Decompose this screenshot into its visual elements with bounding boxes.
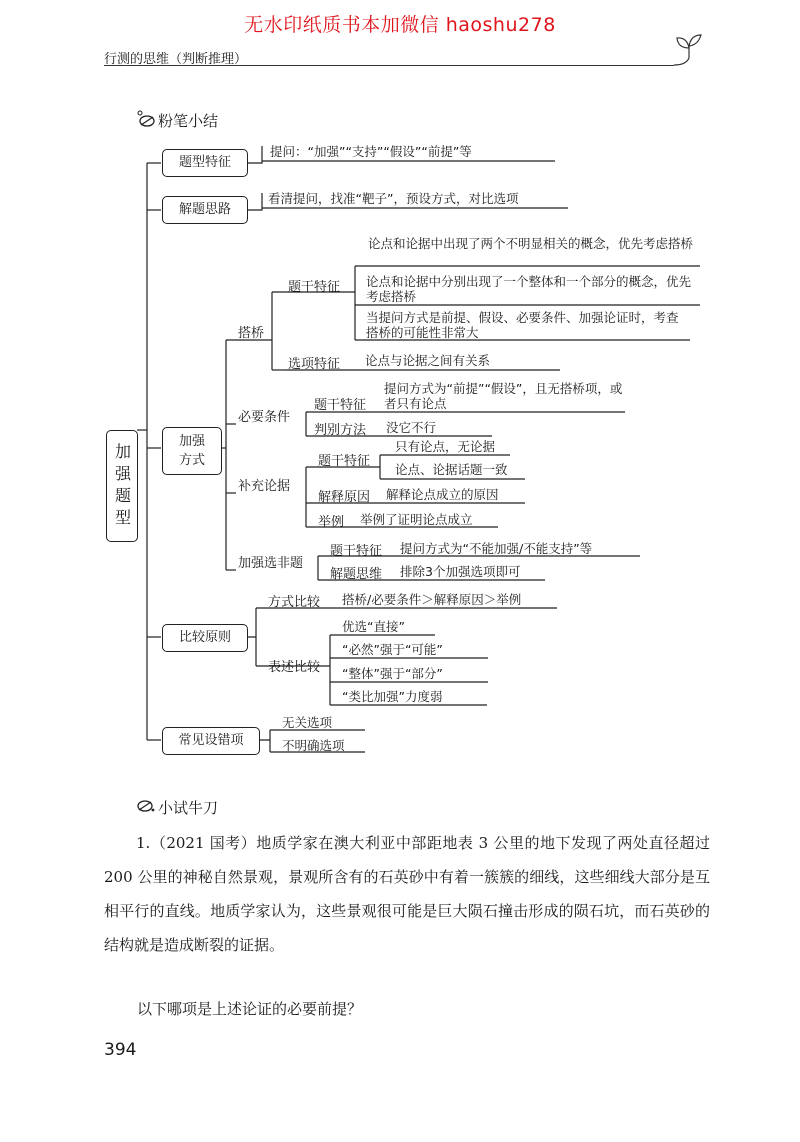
root-label: 加强题型: [112, 443, 132, 531]
necessary-judge-label: 判别方法: [314, 423, 367, 438]
supplement-stem-item: 只有论点，无论据: [395, 439, 496, 454]
notstrengthen-solve-desc: 排除3个加强选项即可: [400, 564, 521, 579]
supplement-label: 补充论据: [238, 479, 291, 494]
necessary-label: 必要条件: [238, 410, 291, 425]
method-compare-label: 方式比较: [268, 595, 321, 610]
expression-compare-item: “类比加强”力度弱: [342, 689, 443, 704]
solving-approach-desc: 看清提问，找准“靶子”，预设方式，对比选项: [268, 191, 519, 206]
node-solving-approach: 解题思路: [162, 196, 248, 224]
supplement-stem-label: 题干特征: [318, 454, 371, 469]
notstrengthen-label: 加强选非题: [238, 556, 304, 571]
notstrengthen-stem-label: 题干特征: [330, 544, 383, 559]
necessary-stem-desc: 提问方式为“前提”“假设”，且无搭桥项，或者只有论点: [384, 381, 623, 411]
question-features-desc: 提问：“加强”“支持”“假设”“前提”等: [270, 144, 472, 159]
expression-compare-item: “必然”强于“可能”: [342, 642, 443, 657]
bridge-label: 搭桥: [238, 326, 265, 341]
bridge-stem-item: 论点和论据中出现了两个不明显相关的概念，优先考虑搭桥: [368, 236, 694, 251]
page-number: 394: [104, 1040, 137, 1060]
notstrengthen-stem-desc: 提问方式为“不能加强/不能支持”等: [400, 541, 593, 556]
notstrengthen-solve-label: 解题思维: [330, 567, 383, 582]
wrong-option-item: 不明确选项: [282, 738, 345, 753]
necessary-judge-desc: 没它不行: [386, 420, 437, 435]
node-question-features: 题型特征: [162, 149, 248, 177]
practice-heading: 小试牛刀: [158, 799, 219, 817]
node-common-wrong-options: 常见设错项: [162, 727, 260, 755]
running-header: 行测的思维（判断推理）: [104, 52, 248, 67]
expression-compare-item: “整体”强于“部分”: [342, 666, 443, 681]
knife-icon: [136, 797, 156, 813]
method-compare-desc: 搭桥/必要条件＞解释原因＞举例: [342, 592, 522, 607]
supplement-explain-label: 解释原因: [318, 490, 371, 505]
expression-compare-label: 表述比较: [268, 660, 321, 675]
root-node: [106, 430, 138, 542]
bridge-stem-label: 题干特征: [288, 280, 341, 295]
node-strengthen-methods: 加强方式: [162, 427, 222, 475]
supplement-example-label: 举例: [318, 515, 345, 530]
wrong-option-item: 无关选项: [282, 715, 333, 730]
supplement-explain-desc: 解释论点成立的原因: [386, 487, 499, 502]
watermark: 无水印纸质书本加微信 haoshu278: [244, 14, 556, 36]
bridge-option-label: 选项特征: [288, 357, 341, 372]
node-comparison-principle: 比较原则: [162, 624, 248, 652]
supplement-stem-item: 论点、论据话题一致: [395, 462, 508, 477]
bridge-stem-item: 当提问方式是前提、假设、必要条件、加强论证时，考查搭桥的可能性非常大: [366, 310, 679, 340]
question-text: 1.（2021 国考）地质学家在澳大利亚中部距地表 3 公里的地下发现了两处直径超过 200 公里的神秘自然景观，景观所含有的石英砂中有着一簇簇的细线，这些细线大部分是互相平行的直线。地质学家认为，这些景观很可能是巨大陨石撞击形成的陨石坑，而石英砂的结构就是造成断裂的证据。: [104, 834, 710, 954]
summary-heading: 粉笔小结: [158, 112, 219, 130]
expression-compare-item: 优选“直接”: [342, 619, 405, 634]
bridge-option-desc: 论点与论据之间有关系: [365, 353, 491, 368]
question-prompt: 以下哪项是上述论证的必要前提？: [137, 1000, 363, 1018]
necessary-stem-label: 题干特征: [314, 398, 367, 413]
supplement-example-desc: 举例了证明论点成立: [360, 512, 473, 527]
bridge-stem-item: 论点和论据中分别出现了一个整体和一个部分的概念，优先考虑搭桥: [366, 274, 692, 304]
